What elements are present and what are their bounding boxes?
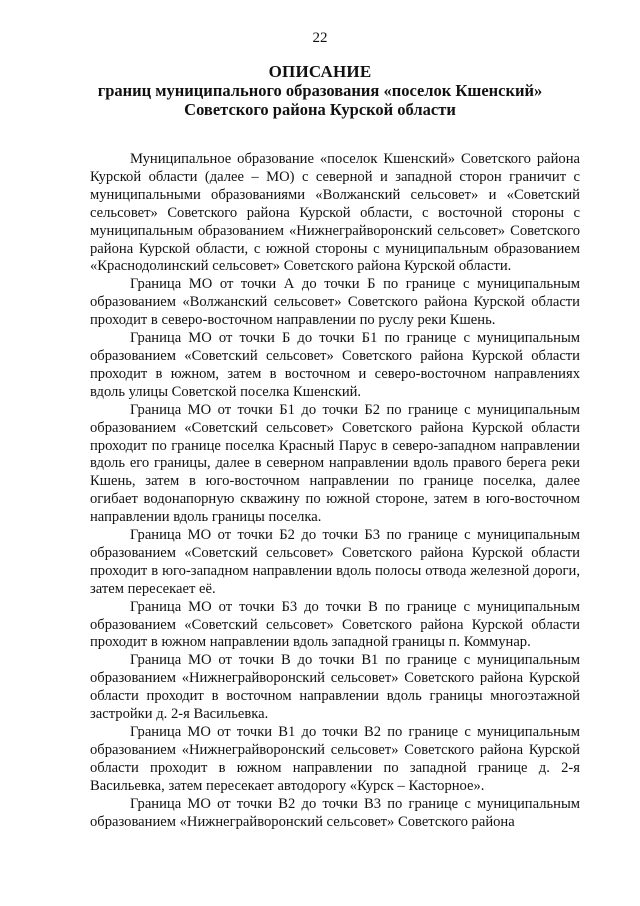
page-number: 22 [312, 30, 328, 46]
paragraph-b1-b2: Граница МО от точки Б1 до точки Б2 по границе с муниципальным образованием «Советский сельсовет» Советского района Курской области проходит по границе поселка Красный Парус в северо-западном направлении вдоль его границы, далее в северном направлении вдоль правого берега реки Кшень, затем в юго-восточном направлении по границе поселка, далее огибает водонапорную скважину по южной стороне, затем в юго-восточном направлении вдоль границы поселка. [90, 401, 580, 526]
title-heading: ОПИСАНИЕ [268, 62, 372, 81]
paragraph-intro: Муниципальное образование «поселок Кшенский» Советского района Курской области (далее – МО) с северной и западной сторон граничит с муниципальными образованиями «Волжанский сельсовет» и «Советский сельсовет» Советского района Курской области, с восточной стороны с муниципальным образованием «Нижнеграйворонский сельсовет» Советского района Курской области, с южной стороны с муниципальным образованием «Краснодолинский сельсовет» Советского района Курской области. [90, 151, 580, 275]
paragraph-b-b1: Граница МО от точки Б до точки Б1 по границе с муниципальным образованием «Советский сельсовет» Советского района Курской области проходит в южном, затем в восточном и северо-восточном направлениях вдоль улицы Советской поселка Кшенский. [90, 330, 580, 400]
title-subtitle-line-2: Советского района Курской области [184, 100, 456, 119]
paragraph-a-b: Граница МО от точки А до точки Б по границе с муниципальным образованием «Волжанский сельсовет» Советского района Курской области проходит в северо-восточном направлении по руслу реки Кшень. [90, 276, 580, 329]
paragraph-v1-v2: Граница МО от точки В1 до точки В2 по границе с муниципальным образованием «Нижнеграйворонский сельсовет» Советского района Курской области проходит в южном направлении по западной границе д. 2-я Васильевка, затем пересекает автодорогу «Курск – Касторное». [90, 724, 580, 794]
document-title [0, 62, 640, 119]
document-body [90, 151, 580, 831]
paragraph-b3-v: Граница МО от точки Б3 до точки В по границе с муниципальным образованием «Советский сельсовет» Советского района Курской области проходит в южном направлении вдоль западной границы п. Коммунар. [90, 598, 580, 651]
paragraph-v-v1: Граница МО от точки В до точки В1 по границе с муниципальным образованием «Нижнеграйворонский сельсовет» Советского района Курской области проходит в восточном направлении вдоль границы многоэтажной застройки д. 2-я Васильевка. [90, 652, 580, 723]
paragraph-b2-b3: Граница МО от точки Б2 до точки Б3 по границе с муниципальным образованием «Советский сельсовет» Советского района Курской области проходит в юго-западном направлении вдоль полосы отвода железной дороги, затем пересекает её. [90, 527, 580, 597]
title-subtitle-line-1: границ муниципального образования «поселок Кшенский» [97, 81, 543, 100]
paragraph-v2-v3: Граница МО от точки В2 до точки В3 по границе с муниципальным образованием «Нижнеграйворонский сельсовет» Советского района [90, 795, 580, 830]
